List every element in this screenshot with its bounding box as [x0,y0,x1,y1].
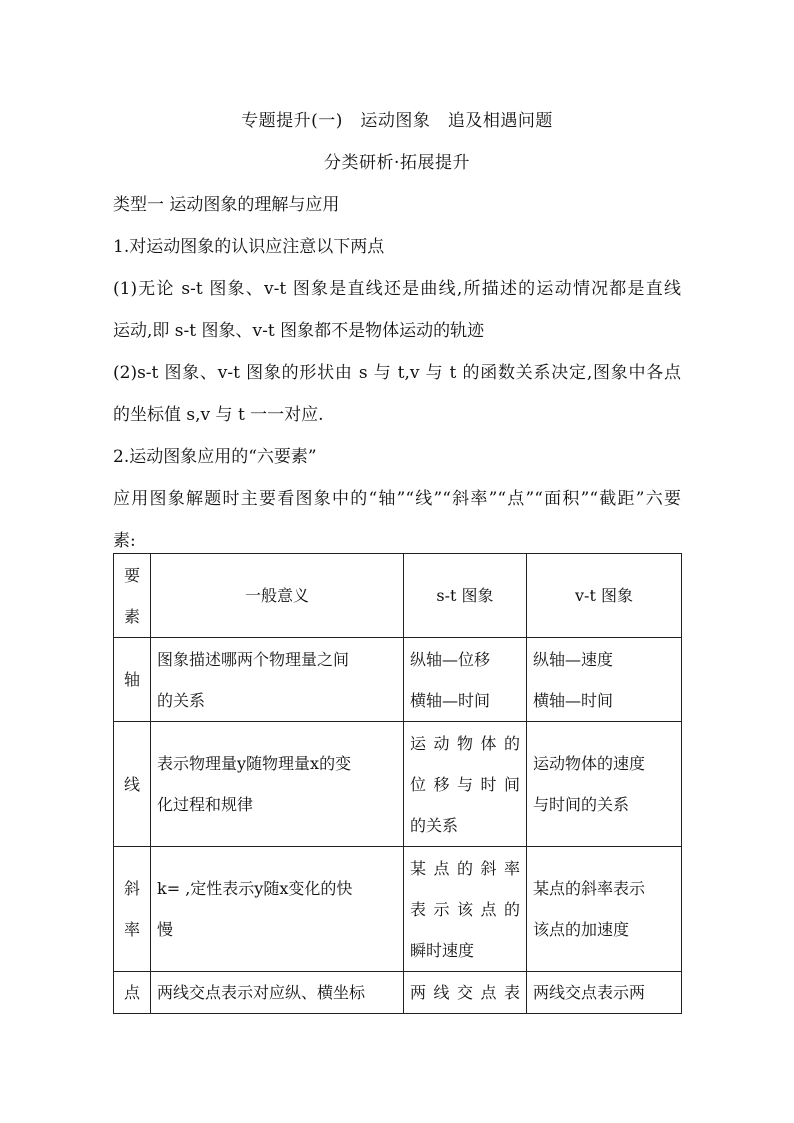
row-meaning-line-1: k= ,定性表示y随x变化的快 [157,879,353,898]
row-vt-line-2: 该点的加速度 [533,920,630,939]
table-header-row [114,554,682,638]
paragraph-2-line-2: 的坐标值 s,v 与 t 一一对应. [113,405,324,425]
row-st-line-2: 横轴—时间 [410,690,491,710]
paragraph-2-line-1: (2)s-t 图象、v-t 图象的形状由 s 与 t,v 与 t 的函数关系决定,图象中各点 [113,363,681,383]
table-row [114,972,682,1014]
row-vt-line-1: 某点的斜率表示 [533,879,646,898]
table-row [114,847,682,972]
table-row [114,722,682,847]
row-vt-cell [527,972,682,1014]
page-title: 专题提升(一) 运动图象 追及相遇问题 [241,111,553,131]
row-key-cell [114,847,151,972]
row-meaning-line-1: 两线交点表示对应纵、横坐标 [157,983,366,1002]
table-row [114,638,682,722]
row-st-cell [404,638,527,722]
row-key-label: 点 [123,983,140,1002]
row-st-line-1: 某点的斜率 [410,858,520,878]
row-st-cell [404,972,527,1014]
row-meaning-cell [151,638,404,722]
row-meaning-cell [151,972,404,1014]
header-st-cell: s-t 图象 [404,554,527,638]
row-st-line-2: 表示该点的 [410,899,520,919]
paragraph-1-line-2: 运动,即 s-t 图象、v-t 图象都不是物体运动的轨迹 [113,321,485,341]
header-meaning-cell: 一般意义 [151,554,404,638]
row-vt-line-1: 两线交点表示两 [533,983,646,1002]
header-key-cell [114,554,151,638]
row-meaning-line-1: 图象描述哪两个物理量之间 [157,649,350,669]
row-vt-line-2: 与时间的关系 [533,795,630,814]
row-st-line-1: 两线交点表 [410,983,520,1002]
row-vt-cell [527,722,682,847]
row-meaning-line-2: 化过程和规律 [157,795,254,814]
row-st-line-3: 瞬时速度 [410,940,475,960]
paragraph-1-line-1: (1)无论 s-t 图象、v-t 图象是直线还是曲线,所描述的运动情况都是直线 [113,279,681,299]
point-heading-1: 1.对运动图象的认识应注意以下两点 [113,237,385,257]
row-st-line-2: 位移与时间 [410,774,520,794]
header-vt-cell: v-t 图象 [527,554,682,638]
row-meaning-cell [151,847,404,972]
paragraph-3-line-2: 素: [113,531,136,551]
row-st-cell [404,847,527,972]
row-vt-cell [527,638,682,722]
header-key-line-1: 要 [123,565,140,585]
row-vt-line-1: 运动物体的速度 [533,754,646,773]
row-key-label: 线 [123,774,140,794]
row-key-label: 轴 [123,670,140,689]
row-key-cell [114,638,151,722]
section-heading-type1: 类型一 运动图象的理解与应用 [113,195,340,215]
row-st-line-1: 纵轴—位移 [410,649,491,669]
row-vt-line-2: 横轴—时间 [533,690,614,710]
row-st-line-1: 运动物体的 [410,733,520,753]
row-vt-line-1: 纵轴—速度 [533,649,614,669]
row-st-cell [404,722,527,847]
row-key-line-2: 率 [123,920,140,939]
row-meaning-line-2: 的关系 [157,690,206,710]
row-st-line-3: 的关系 [410,815,459,835]
row-key-cell [114,722,151,847]
row-key-cell [114,972,151,1014]
header-key-line-2: 素 [123,606,140,626]
row-vt-cell [527,847,682,972]
row-meaning-cell [151,722,404,847]
row-meaning-line-2: 慢 [157,920,174,939]
page-subtitle: 分类研析·拓展提升 [324,153,470,173]
six-elements-table [113,553,682,1014]
row-key-line-1: 斜 [123,879,140,898]
paragraph-3-line-1: 应用图象解题时主要看图象中的“轴”“线”“斜率”“点”“面积”“截距”六要 [113,489,681,509]
point-heading-2: 2.运动图象应用的“六要素” [113,447,317,467]
row-meaning-line-1: 表示物理量y随物理量x的变 [157,754,352,773]
